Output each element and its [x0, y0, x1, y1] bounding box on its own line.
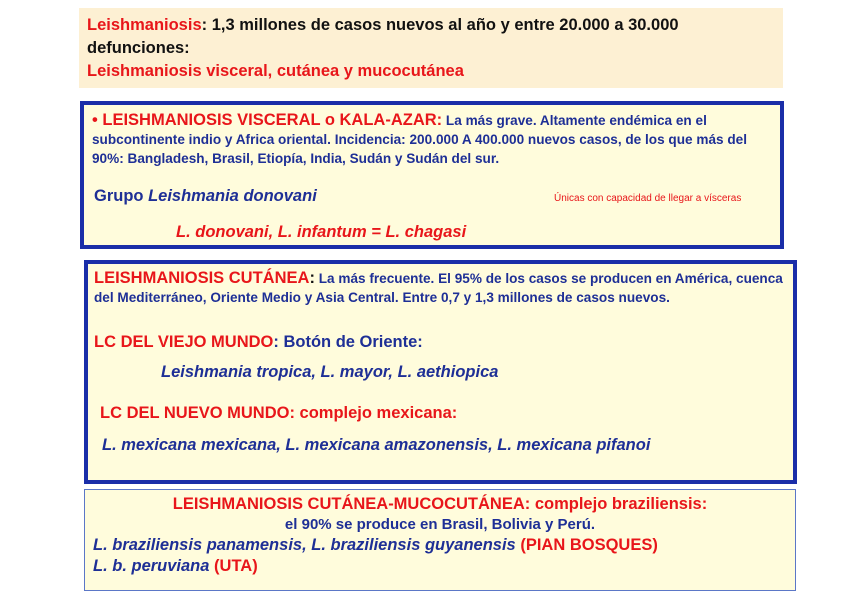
- cutanea-intro: [94, 269, 783, 307]
- mucocutanea-line2: [93, 556, 787, 577]
- visceral-box: [80, 101, 784, 249]
- header-text: [87, 14, 775, 60]
- header-colon: :: [201, 16, 208, 34]
- cutanea-title: LEISHMANIOSIS CUTÁNEA: [94, 269, 310, 287]
- cutanea-viejo-rest: : Botón de Oriente:: [273, 333, 423, 351]
- cutanea-description: La más frecuente. El 95% de los casos se producen en América, cuenca del Mediterráneo, Oriente Medio y Asia Central. Entre 0,7 y 1,3 millones de casos nuevos.: [94, 271, 783, 305]
- visceral-intro: [92, 111, 770, 168]
- header-stats: 1,3 millones de casos nuevos al año y entre 20.000 a 30.000 defunciones:: [87, 16, 679, 57]
- visceral-description: La más grave. Altamente endémica en el subcontinente indio y Africa oriental. Incidencia: 200.000 A 400.000 nuevos casos, de los que más del 90%: Bangladesh, Brasil, Etiopía, India, Sudán y Sudán del sur.: [92, 113, 747, 166]
- header-title: Leishmaniosis: [87, 16, 202, 34]
- mucocutanea-subtitle: el 90% se produce en Brasil, Bolivia y Perú.: [284, 516, 596, 533]
- mucocutanea-title: LEISHMANIOSIS CUTÁNEA-MUCOCUTÁNEA: complejo braziliensis:: [172, 495, 708, 513]
- visceral-note: Únicas con capacidad de llegar a vísceras: [554, 193, 742, 204]
- mucocutanea-line1-species: L. braziliensis panamensis, L. braziliensis guyanensis: [93, 536, 516, 554]
- visceral-group: [94, 187, 317, 206]
- header-types: Leishmaniosis visceral, cutánea y mucocutánea: [87, 62, 464, 80]
- mucocutanea-line2-local: (UTA): [209, 557, 258, 575]
- cutanea-colon: :: [309, 269, 315, 287]
- cutanea-nuevo-heading: LC DEL NUEVO MUNDO: complejo mexicana:: [100, 404, 458, 422]
- visceral-species: L. donovani, L. infantum = L. chagasi: [176, 223, 467, 241]
- cutanea-viejo-heading: [94, 333, 423, 352]
- visceral-group-name: Leishmania donovani: [148, 187, 317, 205]
- cutanea-box: [84, 260, 797, 484]
- mucocutanea-line1: [93, 535, 787, 556]
- mucocutanea-line1-local: (PIAN BOSQUES): [515, 536, 658, 554]
- visceral-title: LEISHMANIOSIS VISCERAL o KALA-AZAR:: [102, 111, 443, 129]
- cutanea-viejo-species: Leishmania tropica, L. mayor, L. aethiopica: [161, 363, 499, 381]
- cutanea-viejo-label: LC DEL VIEJO MUNDO: [94, 333, 274, 351]
- mucocutanea-line2-species: L. b. peruviana: [93, 557, 210, 575]
- visceral-group-label: Grupo: [94, 187, 149, 205]
- cutanea-nuevo-species: L. mexicana mexicana, L. mexicana amazonensis, L. mexicana pifanoi: [102, 436, 651, 454]
- mucocutanea-box: [84, 489, 796, 591]
- visceral-bullet: •: [92, 111, 103, 129]
- header-box: [79, 8, 783, 88]
